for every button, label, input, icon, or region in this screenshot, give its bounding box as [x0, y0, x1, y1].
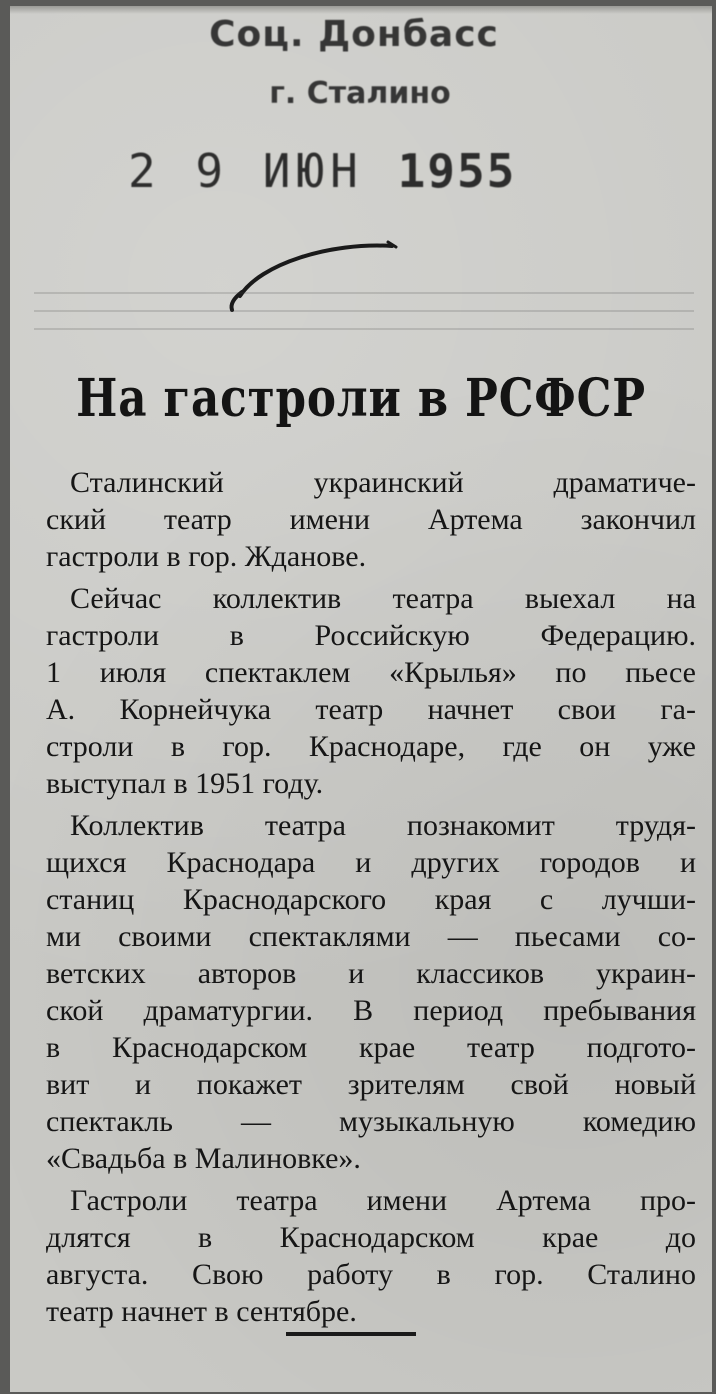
bleed-through-text	[34, 276, 694, 356]
stamp-date-day-month: 2 9 ИЮН	[128, 144, 364, 198]
stamp-date	[128, 144, 516, 198]
text-line: в Краснодарском крае театр подгото-	[46, 1031, 696, 1064]
text-line: спектакль — музыкальную комедию	[46, 1105, 696, 1138]
text-line: театр начнет в сентябре.	[46, 1295, 357, 1328]
text-line: ской драматургии. В период пребывания	[46, 994, 696, 1027]
text-line: строли в гор. Краснодаре, где он уже	[46, 730, 696, 763]
article-headline: На гастроли в РСФСР	[76, 368, 646, 429]
text-line: Сейчас коллектив театра выехал на	[70, 582, 696, 615]
paragraph-3	[46, 807, 696, 1177]
text-line: щихся Краснодара и других городов и	[46, 846, 696, 879]
text-line: ми своими спектаклями — пьесами со-	[46, 920, 696, 953]
stamp-city: г. Сталино	[269, 76, 451, 111]
stamp-newspaper-name: Соц. Донбасс	[209, 14, 499, 55]
text-line: Коллектив театра познакомит трудя-	[70, 809, 696, 842]
text-line: августа. Свою работу в гор. Сталино	[46, 1258, 696, 1291]
paragraph-4	[46, 1182, 696, 1330]
text-line: гастроли в Российскую Федерацию.	[46, 619, 696, 652]
text-line: гастроли в гор. Жданове.	[46, 540, 367, 573]
text-line: ветских авторов и классиков украин-	[46, 957, 696, 990]
text-line: Гастроли театра имени Артема про-	[70, 1184, 696, 1217]
text-line: 1 июля спектаклем «Крылья» по пьесе	[46, 656, 696, 689]
paragraph-2	[46, 580, 696, 802]
text-line: вит и покажет зрителям свой новый	[46, 1068, 696, 1101]
text-line: станиц Краснодарского края с лучши-	[46, 883, 696, 916]
article-body	[46, 464, 696, 1335]
text-line: ский театр имени Артема закончил	[46, 503, 696, 536]
paragraph-1	[46, 464, 696, 575]
text-line: Сталинский украинский драматиче-	[70, 466, 696, 499]
text-line: выступал в 1951 году.	[46, 767, 324, 800]
article-end-rule	[286, 1332, 416, 1336]
stamp-date-year: 1955	[397, 144, 517, 198]
text-line: «Свадьба в Малиновке».	[46, 1142, 361, 1175]
text-line: А. Корнейчука театр начнет свои га-	[46, 693, 696, 726]
text-line: длятся в Краснодарском крае до	[46, 1221, 696, 1254]
newspaper-clipping	[10, 6, 712, 1392]
